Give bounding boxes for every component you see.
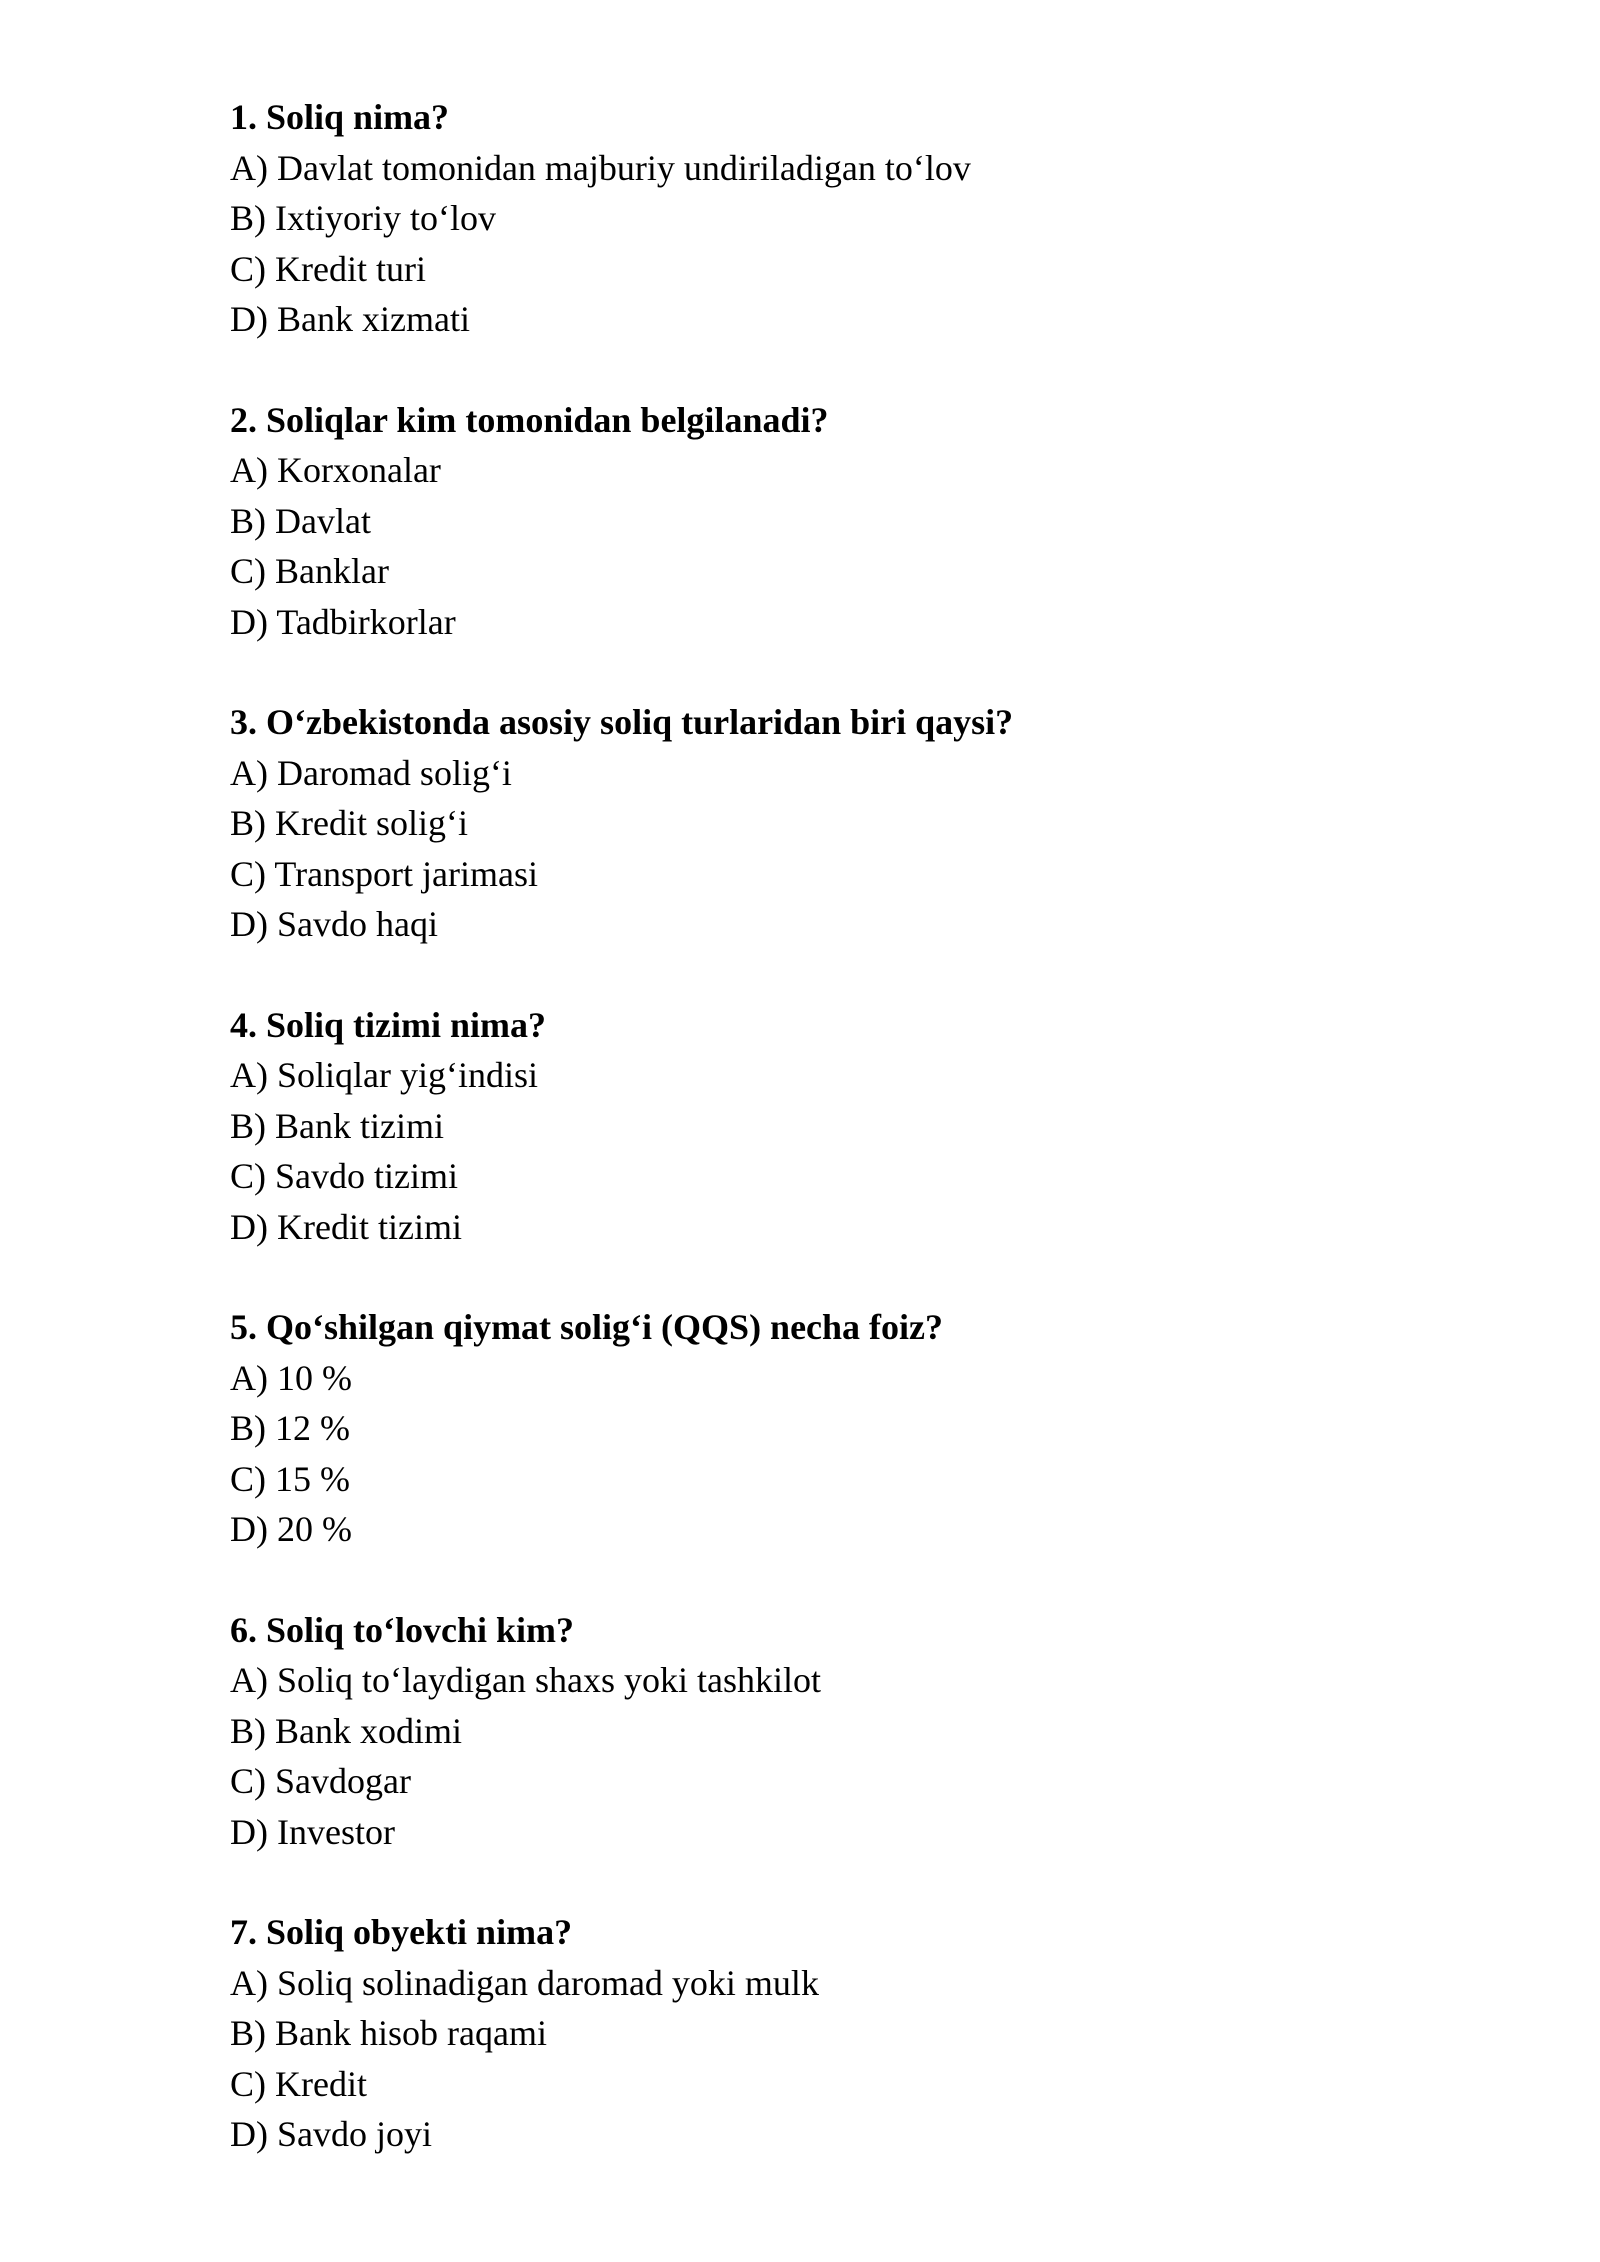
question-title: 4. Soliq tizimi nima? <box>230 1004 547 1045</box>
question-2 <box>230 395 1430 648</box>
option-a: A) 10 % <box>230 1357 352 1398</box>
option-c: C) Transport jarimasi <box>230 853 539 894</box>
option-d: D) Savdo haqi <box>230 904 438 944</box>
question-5 <box>230 1302 1430 1555</box>
question-7 <box>230 1907 1430 2160</box>
option-b: B) Ixtiyoriy to‘lov <box>230 198 496 238</box>
option-b: B) 12 % <box>230 1408 350 1448</box>
option-c: C) Savdo tizimi <box>230 1156 458 1196</box>
option-b: B) Kredit solig‘i <box>230 803 468 843</box>
option-d: D) Bank xizmati <box>230 299 470 339</box>
option-d: D) Investor <box>230 1811 395 1852</box>
question-title: 2. Soliqlar kim tomonidan belgilanadi? <box>230 399 829 440</box>
option-c: C) Banklar <box>230 551 389 591</box>
question-3 <box>230 697 1430 950</box>
option-c: C) Kredit turi <box>230 248 426 289</box>
option-a: A) Soliq solinadigan daromad yoki mulk <box>230 1962 819 2003</box>
question-6 <box>230 1605 1430 1858</box>
question-4 <box>230 1000 1430 1253</box>
option-c: C) Kredit <box>230 2063 367 2104</box>
question-title: 1. Soliq nima? <box>230 97 450 137</box>
option-a: A) Korxonalar <box>230 450 441 490</box>
option-a: A) Soliqlar yig‘indisi <box>230 1055 538 1095</box>
question-title: 7. Soliq obyekti nima? <box>230 1912 573 1952</box>
question-1 <box>230 92 1430 345</box>
option-d: D) Kredit tizimi <box>230 1206 462 1247</box>
option-b: B) Bank tizimi <box>230 1105 444 1146</box>
option-d: D) Savdo joyi <box>230 2114 432 2154</box>
option-b: B) Bank hisob raqami <box>230 2013 547 2053</box>
option-c: C) 15 % <box>230 1458 350 1499</box>
option-d: D) 20 % <box>230 1509 352 1549</box>
option-b: B) Davlat <box>230 500 371 541</box>
option-a: A) Davlat tomonidan majburiy undiriladigan to‘lov <box>230 147 971 188</box>
option-c: C) Savdogar <box>230 1761 411 1801</box>
document-page <box>230 92 1430 2210</box>
option-d: D) Tadbirkorlar <box>230 601 456 642</box>
option-a: A) Daromad solig‘i <box>230 752 512 793</box>
question-title: 3. O‘zbekistonda asosiy soliq turlaridan biri qaysi? <box>230 702 1014 742</box>
question-title: 6. Soliq to‘lovchi kim? <box>230 1609 575 1650</box>
option-b: B) Bank xodimi <box>230 1710 462 1751</box>
question-title: 5. Qo‘shilgan qiymat solig‘i (QQS) necha foiz? <box>230 1307 944 1347</box>
option-a: A) Soliq to‘laydigan shaxs yoki tashkilot <box>230 1660 821 1700</box>
